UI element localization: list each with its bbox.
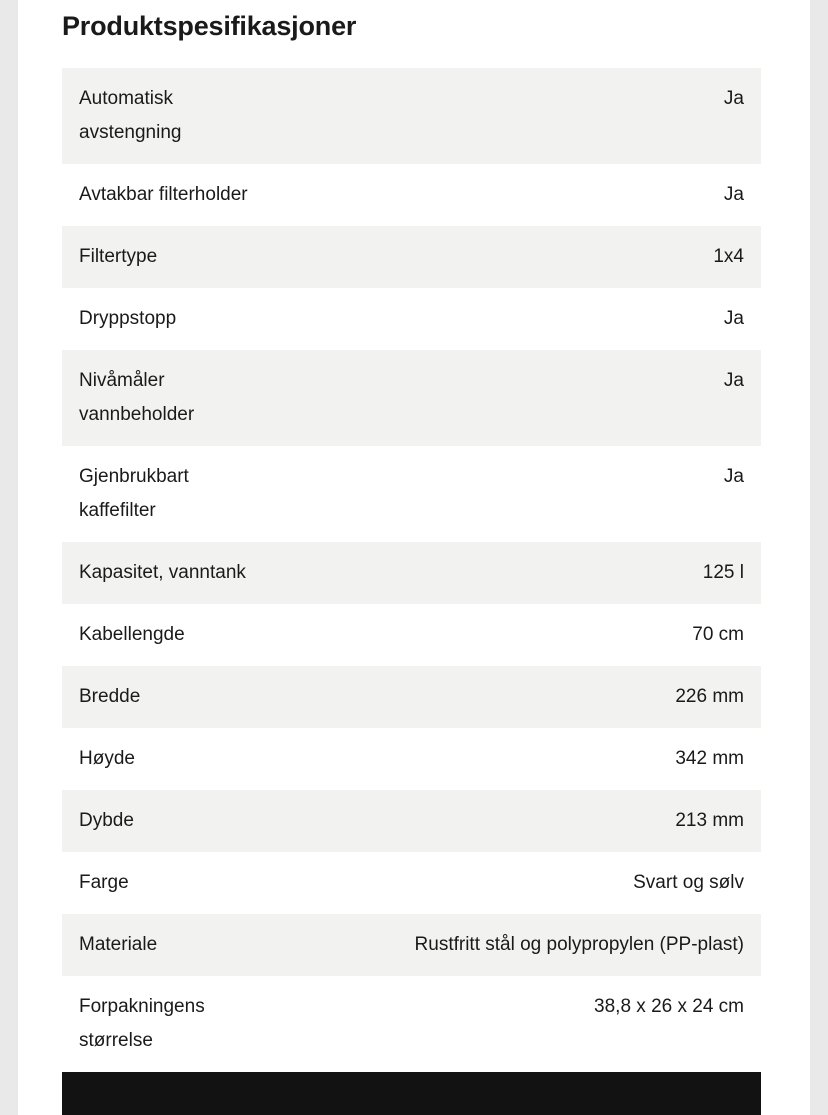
spec-label: Nivåmåler vannbeholder: [79, 370, 195, 425]
spec-label: Dryppstopp: [79, 308, 177, 329]
spec-row: [62, 542, 761, 604]
spec-label: Farge: [79, 872, 129, 893]
spec-value: 1x4: [713, 246, 744, 267]
spec-label: Automatisk avstengning: [79, 88, 182, 143]
spec-value: 70 cm: [692, 624, 744, 645]
spec-value: 38,8 x 26 x 24 cm: [594, 996, 744, 1017]
spec-row: [62, 604, 761, 666]
spec-row: [62, 446, 761, 542]
spec-row: [62, 976, 761, 1072]
spec-row: [62, 68, 761, 164]
spec-row: [62, 288, 761, 350]
spec-value: Rustfritt stål og polypropylen (PP-plast): [414, 934, 744, 955]
spec-row: [62, 226, 761, 288]
spec-row: [62, 164, 761, 226]
spec-label: Materiale: [79, 934, 158, 955]
section-title: Produktspesifikasjoner: [62, 11, 357, 41]
spec-value: Ja: [723, 308, 744, 329]
spec-label: Dybde: [79, 810, 134, 831]
spec-value: Svart og sølv: [633, 872, 744, 893]
spec-label: Kapasitet, vanntank: [79, 562, 246, 583]
spec-value: Ja: [723, 466, 744, 487]
spec-value: Ja: [723, 370, 744, 391]
spec-value: Ja: [723, 88, 744, 109]
spec-row: [62, 666, 761, 728]
spec-label: Avtakbar filterholder: [79, 184, 248, 205]
spec-label: Filtertype: [79, 246, 158, 267]
spec-value: 213 mm: [675, 810, 744, 831]
spec-row: [62, 350, 761, 446]
product-page-content: [18, 0, 810, 1115]
spec-row: [62, 728, 761, 790]
spec-label: Kabellengde: [79, 624, 185, 645]
spec-label: Bredde: [79, 686, 141, 707]
partially-visible-dark-bar: [62, 1072, 761, 1115]
spec-value: Ja: [723, 184, 744, 205]
spec-row: [62, 852, 761, 914]
spec-row: [62, 914, 761, 976]
spec-value: 226 mm: [675, 686, 744, 707]
spec-row: [62, 790, 761, 852]
specs-table: [62, 68, 761, 1072]
spec-label: Forpakningens størrelse: [79, 996, 205, 1051]
spec-label: Høyde: [79, 748, 135, 769]
spec-label: Gjenbrukbart kaffefilter: [79, 466, 189, 521]
spec-value: 125 l: [702, 562, 744, 583]
spec-value: 342 mm: [675, 748, 744, 769]
